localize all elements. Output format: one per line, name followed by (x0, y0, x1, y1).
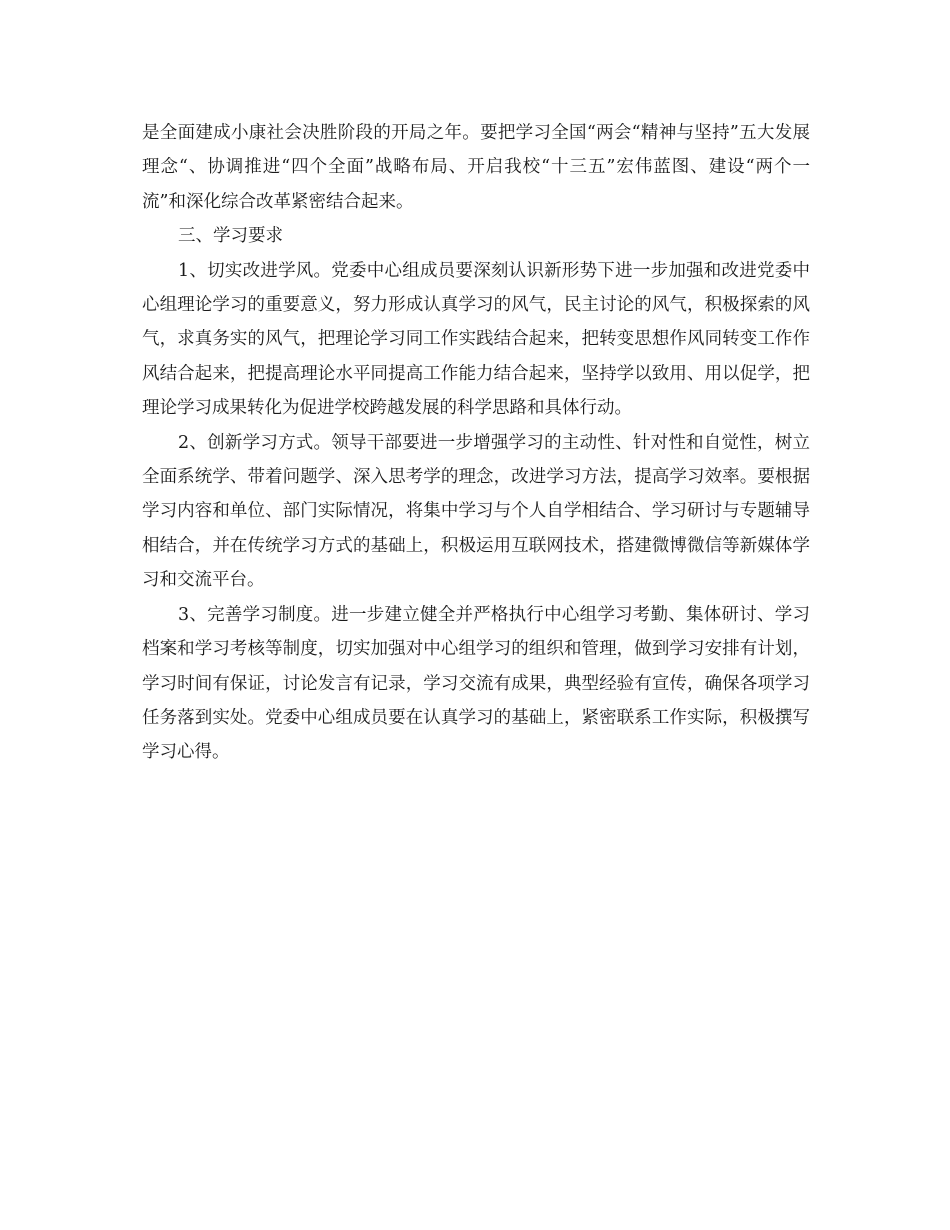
paragraph-improve-study-system: 3、完善学习制度。进一步建立健全并严格执行中心组学习考勤、集体研讨、学习档案和学习考核等制度，切实加强对中心组学习的组织和管理，做到学习安排有计划，学习时间有保证，讨论发言有记录，学习交流有成果，典型经验有宣传，确保各项学习任务落到实处。党委中心组成员要在认真学习的基础上，紧密联系工作实际，积极撰写学习心得。 (142, 604, 810, 763)
document-body (142, 116, 810, 770)
paragraph-intro-continuation: 是全面建成小康社会决胜阶段的开局之年。要把学习全国“两会“精神与坚持”五大发展理念“、协调推进“四个全面”战略布局、开启我校“十三五”宏伟蓝图、建设“两个一流”和深化综合改革紧密结合起来。 (142, 123, 810, 212)
section-heading-study-requirements: 三、学习要求 (178, 226, 283, 247)
paragraph-innovate-study-methods: 2、创新学习方式。领导干部要进一步增强学习的主动性、针对性和自觉性，树立全面系统学、带着问题学、深入思考学的理念，改进学习方法，提高学习效率。要根据学习内容和单位、部门实际情况，将集中学习与个人自学相结合、学习研讨与专题辅导相结合，并在传统学习方式的基础上，积极运用互联网技术，搭建微博微信等新媒体学习和交流平台。 (142, 432, 810, 591)
paragraph-improve-study-style: 1、切实改进学风。党委中心组成员要深刻认识新形势下进一步加强和改进党委中心组理论学习的重要意义，努力形成认真学习的风气，民主讨论的风气，积极探索的风气，求真务实的风气，把理论学习同工作实践结合起来，把转变思想作风同转变工作作风结合起来，把提高理论水平同提高工作能力结合起来，坚持学以致用、用以促学，把理论学习成果转化为促进学校跨越发展的科学思路和具体行动。 (142, 260, 810, 419)
